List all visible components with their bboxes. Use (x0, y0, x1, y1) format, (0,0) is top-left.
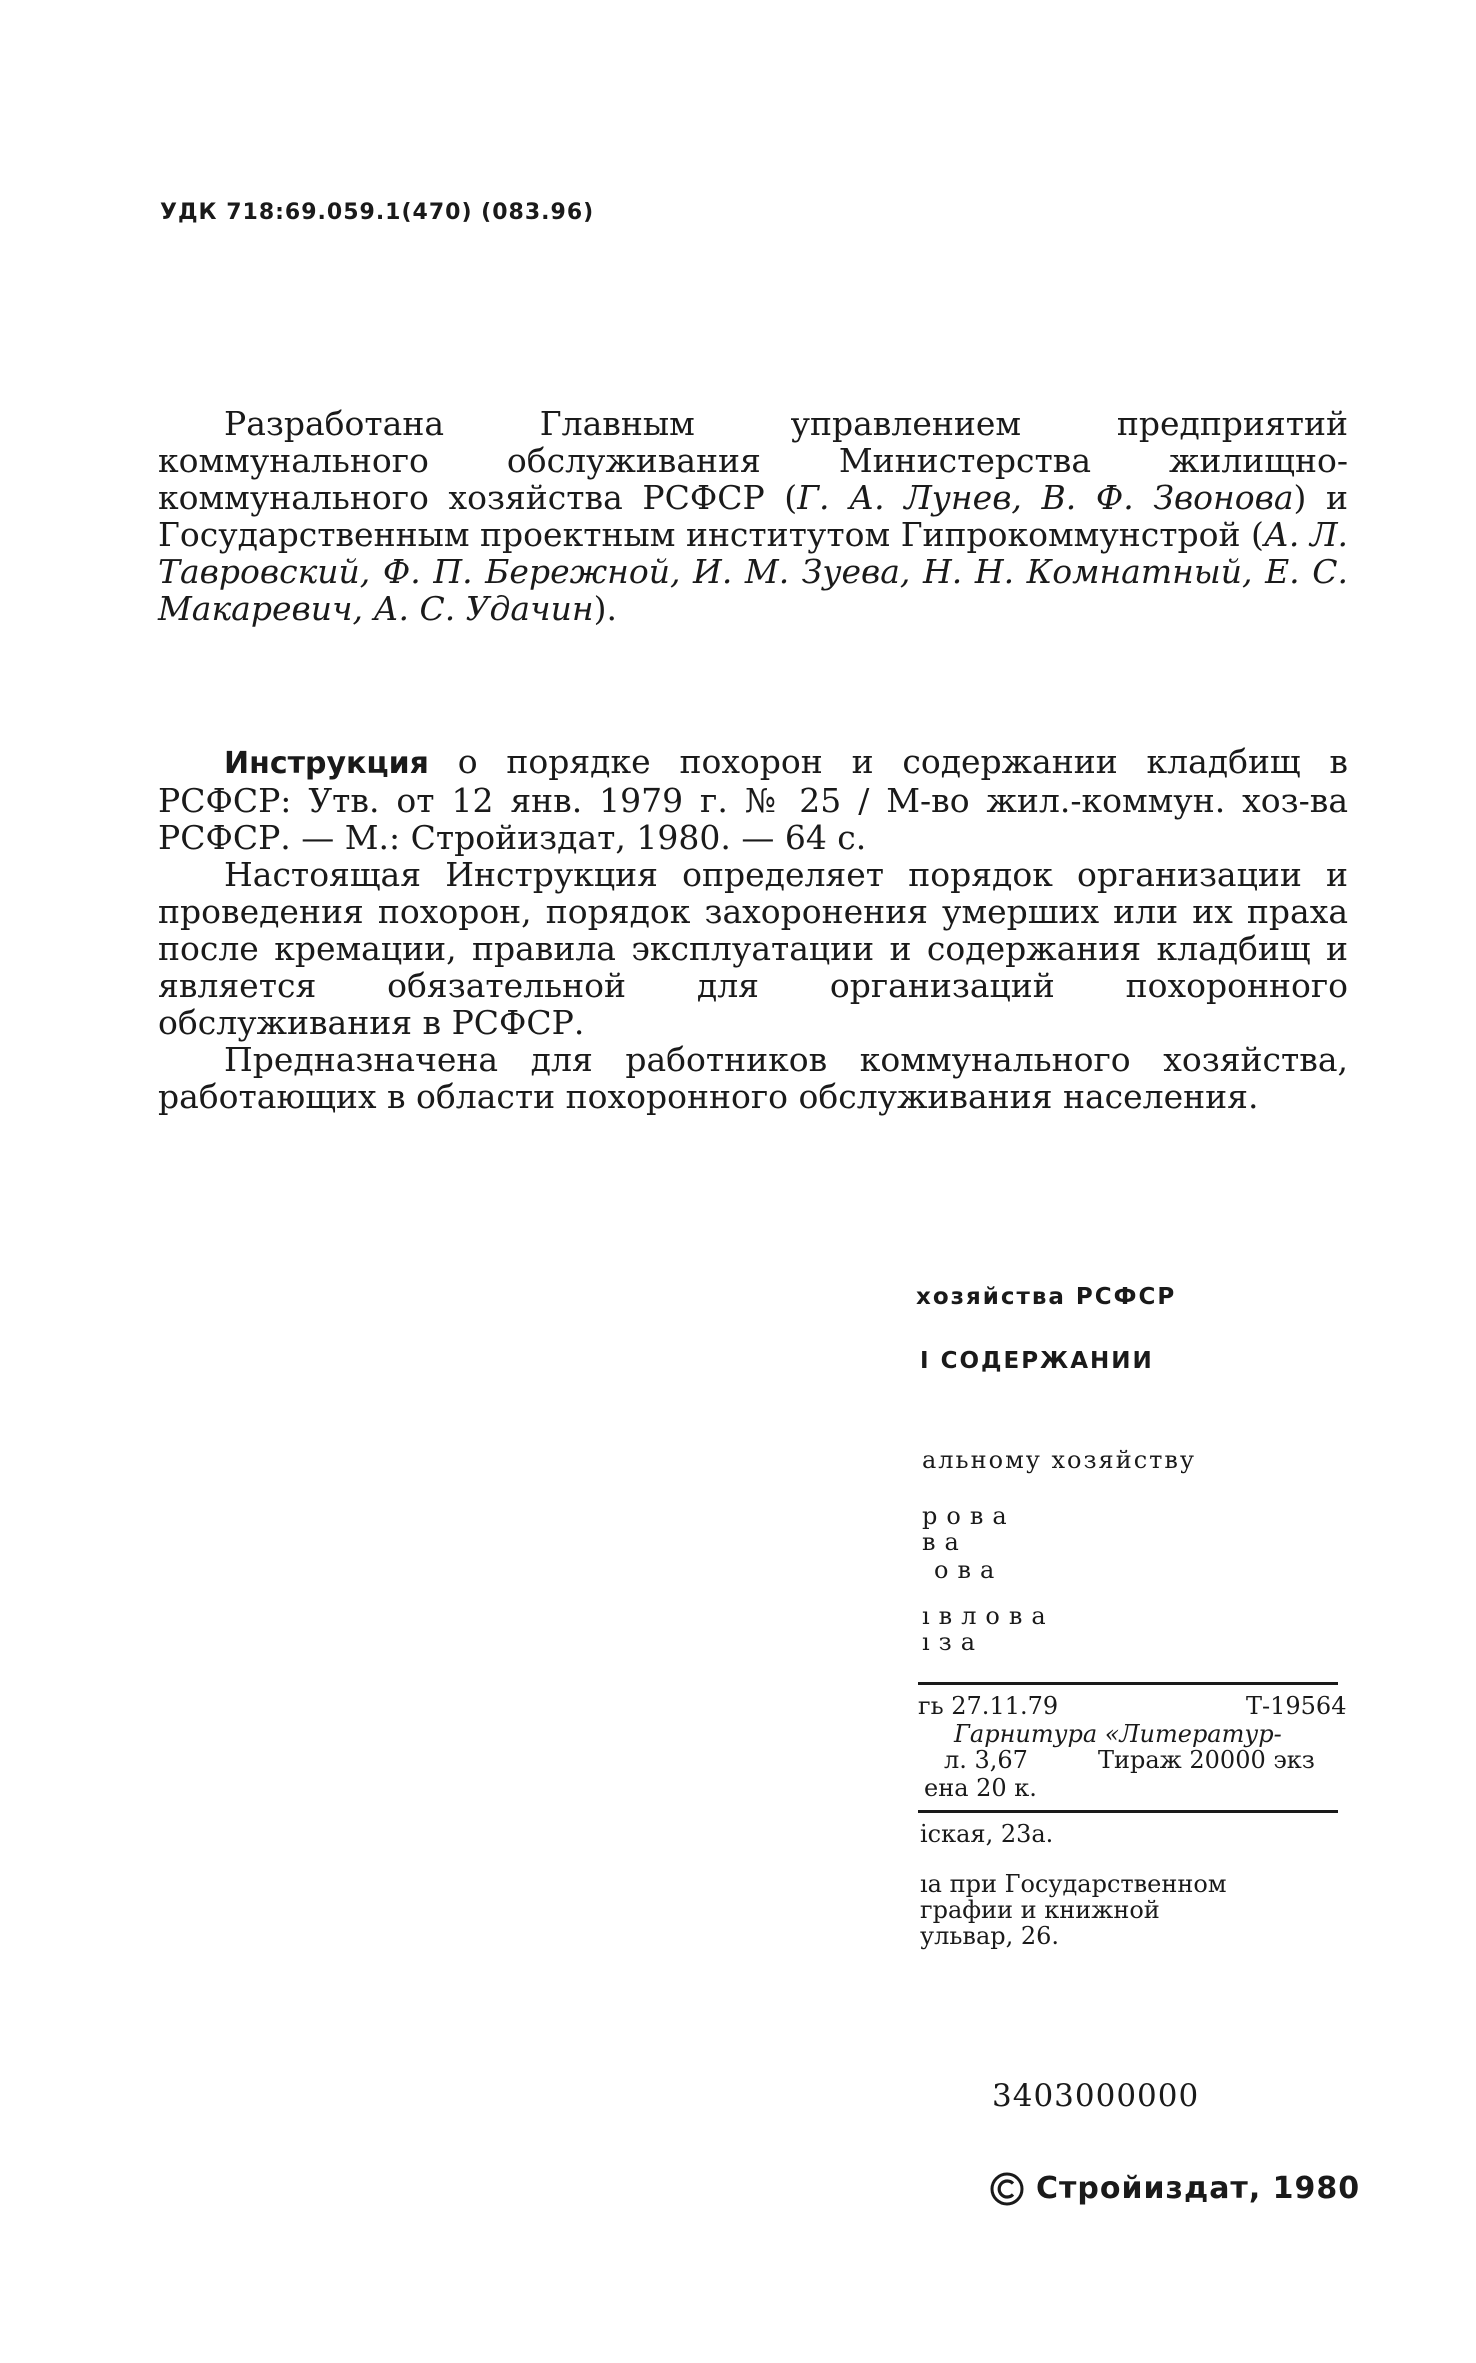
developers-authors-b: А. Л. Тавровский, Ф. П. Бережной, И. М. Зуева, Н. Н. Комнатный, Е. С. Макаревич, А. С. Удачин (158, 515, 1348, 628)
isbn-code: 3403000000 (992, 2078, 1200, 2114)
copyright-icon (990, 2172, 1024, 2206)
developers-text-c: ). (593, 589, 617, 628)
order-code: Т-19564 (1246, 1692, 1347, 1720)
name-fragment-4: ıвлова (922, 1602, 1055, 1630)
developers-text-b: ) и Государственным проектным институтом Гипрокоммунстрой ( (158, 478, 1349, 554)
udk-code: УДК 718:69.059.1(470) (083.96) (160, 200, 595, 225)
developers-text-a: Разработана Главным управлением предприятий коммунального обслуживания Министерства жилищно-коммунального хозяйства РСФСР ( (158, 404, 1348, 517)
ministry-fragment: хозяйства РСФСР (916, 1284, 1177, 1310)
name-fragment-3: ова (934, 1556, 1004, 1584)
printer-fragment-2: графии и книжной (920, 1896, 1160, 1924)
imprint-rule-top (918, 1682, 1338, 1685)
printer-fragment-3: ульвар, 26. (920, 1922, 1060, 1950)
audience-paragraph: Предназначена для работников коммунального хозяйства, работающих в области похоронного обслуживания населения. (158, 1040, 1348, 1116)
address-fragment: іская, 23а. (920, 1820, 1054, 1848)
name-fragment-5: ıза (922, 1628, 985, 1656)
printer-fragment-1: ıа при Государственном (920, 1870, 1227, 1898)
developers-paragraph (158, 405, 1348, 627)
title-fragment: I СОДЕРЖАНИИ (920, 1348, 1154, 1374)
sheets-fragment: л. 3,67 (944, 1746, 1028, 1774)
price-fragment: ена 20 к. (924, 1774, 1037, 1802)
citation-paragraph (158, 743, 1348, 856)
name-fragment-1: рова (922, 1502, 1016, 1530)
abstract-paragraph: Настоящая Инструкция определяет порядок организации и проведения похорон, порядок захоронения умерших или их праха после кремации, правила эксплуатации и содержания кладбищ и является обязательной для организаций похоронного обслуживания в РСФСР. (158, 855, 1348, 1042)
citation-title: Инструкция (224, 746, 429, 781)
citation-text: о порядке похорон и содержании кладбищ в РСФСР: Утв. от 12 янв. 1979 г. № 25 / М-во жил.-коммун. хоз-ва РСФСР. — М.: Стройиздат, 1980. — 64 с. (158, 742, 1348, 857)
developers-authors-a: Г. А. Лунев, В. Ф. Звонова (797, 478, 1294, 517)
copyright-line (990, 2171, 1360, 2206)
copyright-text: Стройиздат, 1980 (1036, 2171, 1361, 2206)
imprint-rule-bottom (918, 1810, 1338, 1813)
bibliographic-description (158, 743, 1348, 1115)
name-fragment-2: ва (922, 1528, 968, 1556)
typeface-fragment: Гарнитура «Литератур- (954, 1720, 1282, 1748)
print-run-fragment: Тираж 20000 экз (1098, 1746, 1315, 1774)
signed-date-fragment: гь 27.11.79 (918, 1692, 1059, 1720)
committee-fragment: альному хозяйству (922, 1446, 1197, 1474)
